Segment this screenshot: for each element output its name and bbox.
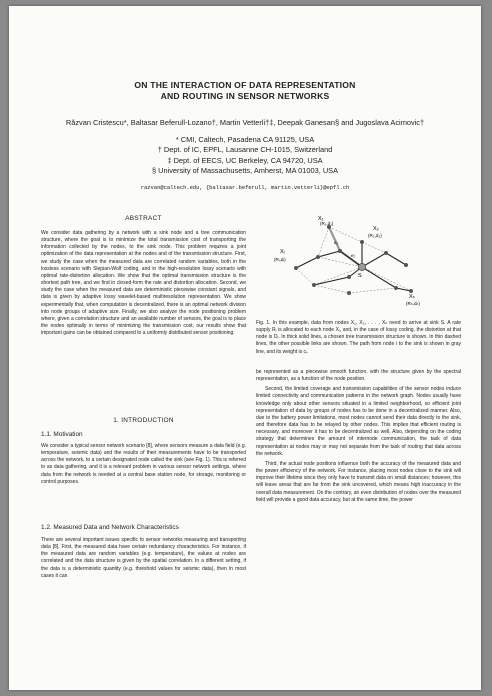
affiliation-list — [49, 135, 441, 177]
label-xi-pair: (Rᵢ,dᵢ) — [274, 257, 286, 262]
affiliation-4: § University of Massachusetts, Amherst, MA 01003, USA — [151, 166, 339, 176]
label-edge-1: e₁ — [334, 240, 339, 245]
sink-node — [358, 263, 365, 270]
right-column-text — [256, 369, 461, 504]
affiliation-3: ‡ Dept. of EECS, UC Berkeley, CA 94720, USA — [167, 155, 323, 165]
gray-path — [329, 227, 362, 267]
author-emails: razvan@caltech.edu, {baltasar.beferull, martin.vetterli}@epfl.ch — [140, 184, 350, 191]
affiliation-2: † Dept. of IC, EPFL, Lausanne CH-1015, Switzerland — [157, 145, 333, 155]
title-line-2: AND ROUTING IN SENSOR NETWORKS — [160, 91, 330, 101]
figure-caption: Fig. 1. In this example, data from nodes X₁, X₂, . . . , Xₙ need to arrive at sink S. A rate supply Rᵢ is allocated to each node Xᵢ, and, in the case of lossy coding, the distortion at that node is Dᵢ. In thick solid lines, a chosen tree transmission structure is shown. In thin dashed lines, the other possible links are shown. The path from node i to the sink is shown in gray line, and its weight is cᵢ. — [256, 320, 461, 355]
title-line-1: ON THE INTERACTION OF DATA REPRESENTATION — [134, 80, 356, 90]
network-figure — [256, 213, 461, 313]
label-x2-pair: (R₂,d₂) — [368, 233, 382, 238]
label-x1: X₁ — [318, 216, 324, 222]
label-x2: X₂ — [373, 226, 379, 232]
abstract-text: We consider data gathering by a network with a sink node and a tree communication structure, where the goal is to minimize the total transmission cost of transporting the information collected by the nodes, to the sink node. This problem requires a joint optimization of the data representation at the nodes and of the transmission structure. First, we study the case when the measured data are correlated random variables, both in the lossless scenario with Slepian-Wolf coding, and in the high-resolution lossy scenario with optimal rate-distortion allocation. We show that the optimal transmission structure is the shortest path tree, and we find in closed-form the rate and distortion allocation. Second, we study the case when the measured data are deterministic piecewise constant signals, and data is given by adaptive lossy wavelet-based multiresolution representation. We show experimentally that, when computation is decentralized, there is an optimal network division into node groups of adaptive size. Finally, we also analyze the node positioning problem where, given a correlation structure and an available number of sensors, the goal is to place the nodes optimally in terms of minimizing the transmission cost, our results show that important gains can be obtained compared to a uniformly distributed sensor positioning. — [41, 230, 246, 337]
measured-data-text: There are several important issues specific to sensor networks measuring and transporting data [8]. First, the measured data have certain redundancy characteristics. For instance, if the measured data are random variables (e.g. temperature), the values at nodes are correlated and the data structure is given by the spatial correlation. In a different setting, if the data is a deterministic quantity (e.g. threshold values for seismic data), then in most cases it can — [41, 537, 246, 579]
label-xi: Xᵢ — [280, 249, 285, 255]
motivation-text: We consider a typical sensor network scenario [8], where sensors measure a data field (e.g. temperature, seismic data) and the results of their measurements have to be transported across the network, to a certain designated node called the sink (see Fig. 1). This is referred to as data gathering, and it is a relevant problem in various sensor network settings, where data from the network is needed at a central base station node, for storage, monitoring or control purposes. — [41, 443, 246, 485]
label-xn: Xₙ — [409, 294, 415, 300]
right-paragraph-1: be represented as a piecewise smooth function, with the structure given by the spectral representation, as a function of the node position. — [256, 369, 461, 383]
label-edge-2: e₂ — [351, 253, 356, 258]
right-paragraph-3: Third, the actual node positions influence both the accuracy of the measured data and the power efficiency of the network. For instance, placing most nodes close to the sink will improve their lifetime since they only have to transmit data on small distances; however, this will leave areas that are far from the sink uncovered, which means high inaccuracy in the overall data measurement. On the contrary, an even distribution of nodes over the measured field will provide a good data accuracy, but at the same time, the power — [256, 460, 461, 503]
measured-data-heading: 1.2. Measured Data and Network Characteristics — [41, 524, 179, 531]
label-x1-pair: (R₁,d₁) — [320, 221, 334, 226]
motivation-heading: 1.1. Motivation — [41, 431, 83, 438]
paper-title — [69, 80, 421, 102]
author-list: Răzvan Cristescu*, Baltasar Beferull-Lozano†, Martin Vetterli†‡, Deepak Ganesan§ and Jugoslava Acimovic† — [65, 118, 425, 127]
label-xn-pair: (Rₙ,dₙ) — [406, 301, 420, 306]
affiliation-1: * CMI, Caltech, Pasadena CA 91125, USA — [175, 135, 315, 144]
right-paragraph-2: Second, the limited coverage and transmission capabilities of the sensor nodes induce limited connectivity and communication patterns in the network graph. Nodes usually have knowledge only about other sensors situated in a limited neighborhood, so efficient joint representation of data by groups of nodes has to be done in a decentralized manner. Also, due to the battery power limitations, most nodes cannot send their data directly to the sink, and therefore data has to be relayed by other nodes. This implies that efficient routing is necessary, and moreover it has to be decentralized as well. Also, depending on the coding strategy that determines the amount of internode communication, the task of data representation at nodes may or may not separate from the task of routing that data across the network. — [256, 386, 461, 457]
introduction-heading: 1. INTRODUCTION — [113, 417, 174, 424]
label-sink: S — [358, 273, 362, 279]
abstract-heading: ABSTRACT — [125, 215, 162, 222]
paper-page — [9, 6, 481, 690]
